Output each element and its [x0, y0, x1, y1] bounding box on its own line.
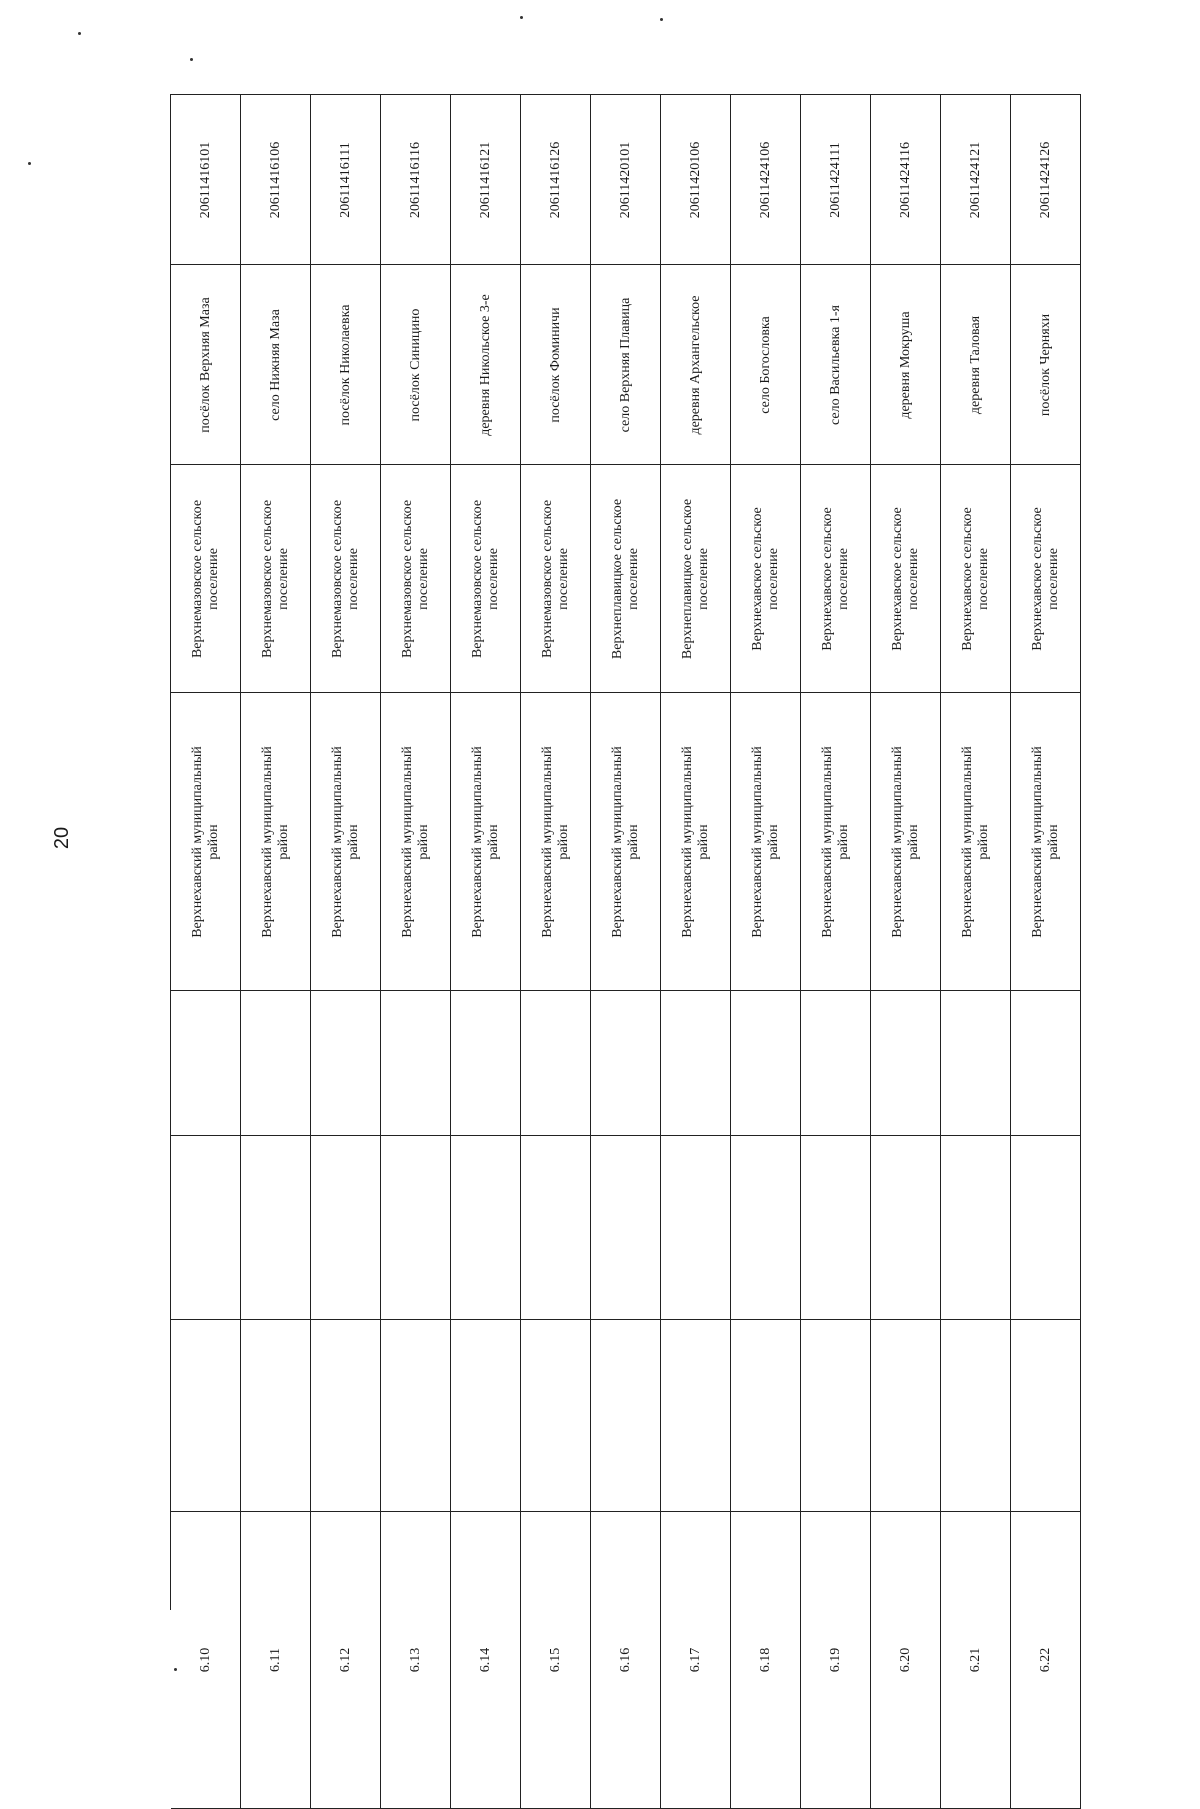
cell-settlement [521, 465, 591, 693]
district-text: Верхнехавский муниципальный район [259, 745, 291, 938]
code-text: 20611424116 [897, 141, 913, 218]
cell-code [801, 95, 871, 265]
cell-num [801, 1512, 871, 1809]
cell-district [381, 693, 451, 991]
cell-num [941, 1512, 1011, 1809]
cell-district [521, 693, 591, 991]
empty-cell-c [941, 1320, 1011, 1512]
cell-place [871, 265, 941, 465]
cell-place [311, 265, 381, 465]
empty-cell-b [1011, 1136, 1081, 1320]
cell-code [941, 95, 1011, 265]
cell-place [241, 265, 311, 465]
cell-district [591, 693, 661, 991]
empty-cell-a [871, 991, 941, 1136]
cell-district [241, 693, 311, 991]
settlement-text: Верхнемазовское сельское поселение [539, 499, 571, 658]
place-text: село Богословка [757, 315, 773, 414]
empty-cell-b [311, 1136, 381, 1320]
num-text: 6.21 [967, 1647, 983, 1673]
empty-cell-b [591, 1136, 661, 1320]
empty-cell-a [801, 991, 871, 1136]
district-text: Верхнехавский муниципальный район [469, 745, 501, 938]
empty-cell-c [871, 1320, 941, 1512]
cell-num [311, 1512, 381, 1809]
place-text: деревня Таловая [967, 315, 983, 414]
empty-cell-c [241, 1320, 311, 1512]
cell-num [521, 1512, 591, 1809]
cell-place [591, 265, 661, 465]
num-text: 6.17 [687, 1647, 703, 1673]
code-text: 20611416101 [197, 141, 213, 218]
code-text: 20611420101 [617, 141, 633, 218]
cell-district [451, 693, 521, 991]
empty-cell-b [661, 1136, 731, 1320]
num-text: 6.15 [547, 1647, 563, 1673]
code-text: 20611416116 [407, 141, 423, 218]
code-text: 20611424111 [827, 141, 843, 218]
empty-cell-b [521, 1136, 591, 1320]
scan-speck [190, 58, 193, 61]
num-text: 6.20 [897, 1647, 913, 1673]
district-text: Верхнехавский муниципальный район [1029, 745, 1061, 938]
settlement-text: Верхнеплавицкое сельское поселение [609, 498, 641, 659]
empty-cell-c [171, 1320, 241, 1512]
cell-district [731, 693, 801, 991]
code-text: 20611420106 [687, 141, 703, 218]
cell-settlement [871, 465, 941, 693]
place-text: деревня Никольское 3-е [477, 293, 493, 436]
settlement-text: Верхнехавское сельское поселение [889, 506, 921, 651]
empty-cell-a [661, 991, 731, 1136]
district-text: Верхнехавский муниципальный район [399, 745, 431, 938]
cell-num [451, 1512, 521, 1809]
empty-cell-b [381, 1136, 451, 1320]
place-text: посёлок Синицино [407, 308, 423, 421]
cell-place [451, 265, 521, 465]
empty-cell-a [521, 991, 591, 1136]
empty-cell-b [241, 1136, 311, 1320]
settlement-text: Верхнемазовское сельское поселение [329, 499, 361, 658]
cell-num [1011, 1512, 1081, 1809]
empty-cell-c [731, 1320, 801, 1512]
code-text: 20611424126 [1037, 141, 1053, 218]
empty-cell-b [171, 1136, 241, 1320]
district-text: Верхнехавский муниципальный район [609, 745, 641, 938]
num-text: 6.18 [757, 1647, 773, 1673]
district-text: Верхнехавский муниципальный район [189, 745, 221, 938]
num-text: 6.13 [407, 1647, 423, 1673]
cell-place [171, 265, 241, 465]
code-text: 20611424106 [757, 141, 773, 218]
district-text: Верхнехавский муниципальный район [749, 745, 781, 938]
cell-code [591, 95, 661, 265]
empty-cell-a [241, 991, 311, 1136]
page-number: 20 [51, 826, 73, 850]
cell-settlement [241, 465, 311, 693]
empty-cell-b [871, 1136, 941, 1320]
cell-num [591, 1512, 661, 1809]
cell-code [171, 95, 241, 265]
cell-place [661, 265, 731, 465]
cell-settlement [661, 465, 731, 693]
scan-speck [28, 162, 31, 165]
num-text: 6.12 [337, 1647, 353, 1673]
cell-district [801, 693, 871, 991]
cell-place [521, 265, 591, 465]
cell-district [661, 693, 731, 991]
settlements-table [170, 94, 1081, 1673]
cell-code [521, 95, 591, 265]
cell-num [241, 1512, 311, 1809]
cell-place [941, 265, 1011, 465]
cell-code [241, 95, 311, 265]
empty-cell-c [521, 1320, 591, 1512]
empty-cell-a [451, 991, 521, 1136]
empty-cell-a [941, 991, 1011, 1136]
settlement-text: Верхнемазовское сельское поселение [399, 499, 431, 658]
place-text: село Васильевка 1-я [827, 304, 843, 425]
cell-code [451, 95, 521, 265]
place-text: посёлок Фоминичи [547, 306, 563, 423]
code-text: 20611416111 [337, 141, 353, 218]
cell-num [871, 1512, 941, 1809]
empty-cell-c [661, 1320, 731, 1512]
district-text: Верхнехавский муниципальный район [679, 745, 711, 938]
code-text: 20611424121 [967, 141, 983, 218]
place-text: деревня Архангельское [687, 294, 703, 435]
num-text: 6.11 [267, 1648, 283, 1672]
empty-cell-b [451, 1136, 521, 1320]
cell-place [381, 265, 451, 465]
cell-district [871, 693, 941, 991]
cell-settlement [731, 465, 801, 693]
district-text: Верхнехавский муниципальный район [819, 745, 851, 938]
code-text: 20611416121 [477, 141, 493, 218]
cell-district [311, 693, 381, 991]
empty-cell-c [591, 1320, 661, 1512]
cell-code [661, 95, 731, 265]
place-text: село Верхняя Плавица [617, 297, 633, 432]
place-text: посёлок Верхняя Маза [197, 296, 213, 433]
scan-speck [78, 32, 81, 35]
cell-settlement [311, 465, 381, 693]
settlement-text: Верхнехавское сельское поселение [959, 506, 991, 651]
empty-cell-b [941, 1136, 1011, 1320]
settlement-text: Верхнемазовское сельское поселение [259, 499, 291, 658]
district-text: Верхнехавский муниципальный район [959, 745, 991, 938]
scan-speck [660, 18, 663, 21]
place-text: деревня Мокруша [897, 310, 913, 419]
num-text: 6.16 [617, 1647, 633, 1673]
cell-settlement [381, 465, 451, 693]
settlement-text: Верхнехавское сельское поселение [1029, 506, 1061, 651]
cell-num [381, 1512, 451, 1809]
settlement-text: Верхнехавское сельское поселение [749, 506, 781, 651]
scan-speck [520, 16, 523, 19]
empty-cell-a [731, 991, 801, 1136]
cell-place [731, 265, 801, 465]
num-text: 6.14 [477, 1647, 493, 1673]
empty-cell-b [731, 1136, 801, 1320]
cell-settlement [801, 465, 871, 693]
cell-code [381, 95, 451, 265]
district-text: Верхнехавский муниципальный район [889, 745, 921, 938]
cell-district [1011, 693, 1081, 991]
cell-settlement [591, 465, 661, 693]
empty-cell-a [591, 991, 661, 1136]
district-text: Верхнехавский муниципальный район [539, 745, 571, 938]
place-text: село Нижняя Маза [267, 308, 283, 421]
empty-cell-c [381, 1320, 451, 1512]
empty-cell-c [801, 1320, 871, 1512]
place-text: посёлок Черняхи [1037, 313, 1053, 416]
cell-place [1011, 265, 1081, 465]
cell-settlement [171, 465, 241, 693]
code-text: 20611416106 [267, 141, 283, 218]
empty-cell-b [801, 1136, 871, 1320]
district-text: Верхнехавский муниципальный район [329, 745, 361, 938]
cell-num [731, 1512, 801, 1809]
cell-district [941, 693, 1011, 991]
code-text: 20611416126 [547, 141, 563, 218]
num-text: 6.22 [1037, 1647, 1053, 1673]
empty-cell-c [451, 1320, 521, 1512]
place-text: посёлок Николаевка [337, 304, 353, 425]
cell-settlement [451, 465, 521, 693]
cell-num [661, 1512, 731, 1809]
cell-code [311, 95, 381, 265]
cell-settlement [1011, 465, 1081, 693]
empty-cell-c [311, 1320, 381, 1512]
empty-cell-a [311, 991, 381, 1136]
cell-code [731, 95, 801, 265]
cell-settlement [941, 465, 1011, 693]
empty-cell-a [1011, 991, 1081, 1136]
cell-code [1011, 95, 1081, 265]
num-text: 6.10 [197, 1647, 213, 1673]
empty-cell-a [381, 991, 451, 1136]
cell-code [871, 95, 941, 265]
cell-place [801, 265, 871, 465]
settlement-text: Верхнемазовское сельское поселение [469, 499, 501, 658]
empty-cell-a [171, 991, 241, 1136]
settlement-text: Верхнехавское сельское поселение [819, 506, 851, 651]
settlement-text: Верхнемазовское сельское поселение [189, 499, 221, 658]
num-text: 6.19 [827, 1647, 843, 1673]
empty-cell-c [1011, 1320, 1081, 1512]
scan-speck [174, 1668, 177, 1671]
cell-district [171, 693, 241, 991]
cell-num [171, 1512, 241, 1809]
settlement-text: Верхнеплавицкое сельское поселение [679, 498, 711, 659]
